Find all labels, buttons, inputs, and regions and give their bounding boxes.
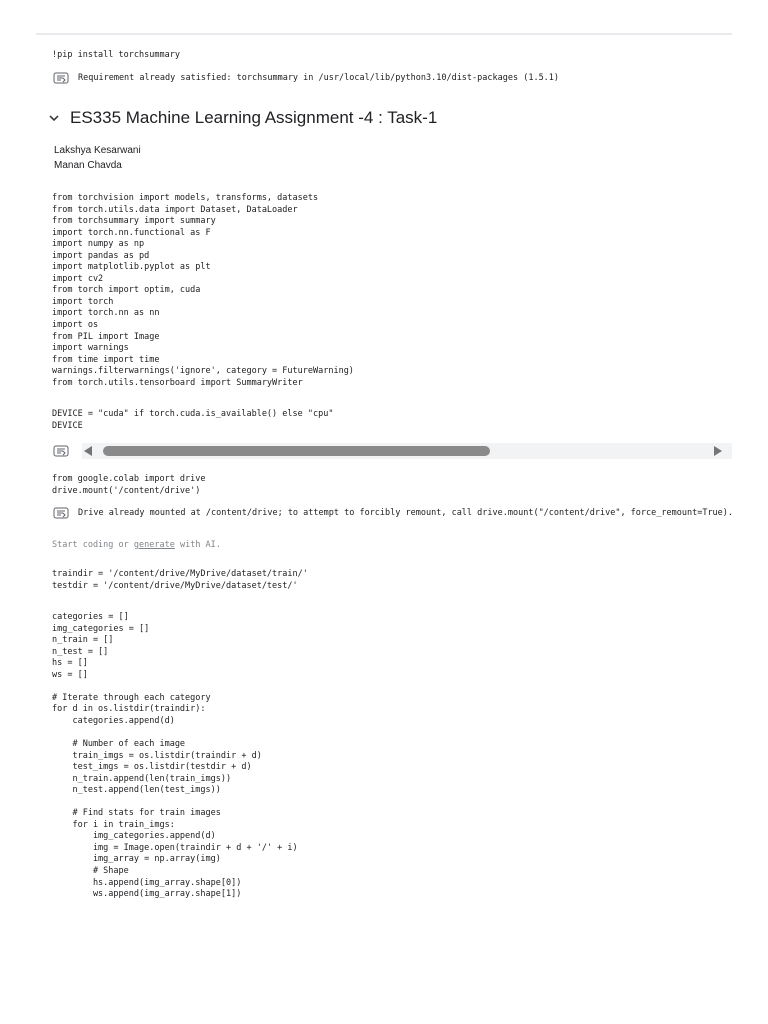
scroll-left-icon[interactable]: [84, 446, 92, 456]
code-line: !pip install torchsummary: [52, 50, 180, 60]
code-line: ws = []: [52, 669, 88, 680]
code-line: # Number of each image: [52, 739, 186, 750]
code-line: ws.append(img_array.shape[1]): [52, 889, 242, 900]
code-line: img_categories.append(d): [52, 831, 216, 842]
code-line: test_imgs = os.listdir(testdir + d): [52, 762, 252, 773]
code-line: warnings.filterwarnings('ignore', category = FutureWarning): [52, 366, 354, 377]
scrollbar-thumb[interactable]: [103, 446, 490, 456]
cell-output-pip: Requirement already satisfied: torchsummary in /usr/local/lib/python3.10/dist-packages (1.5.1): [78, 73, 560, 83]
code-line: from google.colab import drive: [52, 474, 206, 484]
code-line: n_train = []: [52, 635, 114, 646]
code-line: import warnings: [52, 343, 129, 354]
code-line: from torchvision import models, transforms, datasets: [52, 193, 319, 203]
code-cell-drive[interactable]: [52, 474, 206, 497]
code-line: testdir = '/content/drive/MyDrive/dataset/test/': [52, 580, 298, 591]
code-cell-stats[interactable]: [52, 612, 298, 901]
code-line: [52, 681, 298, 693]
code-line: DEVICE: [52, 420, 83, 431]
output-toggle-icon[interactable]: [53, 445, 69, 457]
code-line: n_test.append(len(test_imgs)): [52, 785, 221, 796]
code-line: from torch import optim, cuda: [52, 285, 201, 296]
code-line: from torchsummary import summary: [52, 216, 216, 227]
scroll-right-icon[interactable]: [714, 446, 722, 456]
code-line: train_imgs = os.listdir(traindir + d): [52, 750, 262, 761]
code-line: from time import time: [52, 354, 160, 365]
cell-output-drive: Drive already mounted at /content/drive; to attempt to forcibly remount, call drive.mount("/content/drive", force_remount=True).: [78, 508, 734, 518]
code-cell-dirs[interactable]: [52, 569, 308, 592]
code-line: import numpy as np: [52, 239, 145, 250]
code-cell-imports[interactable]: [52, 193, 354, 389]
output-toggle-icon[interactable]: [53, 507, 69, 519]
code-line: import pandas as pd: [52, 250, 150, 261]
output-horizontal-scrollbar[interactable]: [82, 443, 732, 459]
code-line: [52, 797, 298, 809]
code-line: img_array = np.array(img): [52, 854, 221, 865]
code-line: hs = []: [52, 658, 88, 669]
code-line: # Iterate through each category: [52, 692, 211, 703]
code-line: # Shape: [52, 866, 129, 877]
placeholder-prefix: Start coding or: [52, 540, 134, 550]
code-line: from torch.utils.data import Dataset, DataLoader: [52, 204, 298, 215]
code-line: import os: [52, 320, 99, 331]
empty-cell-placeholder[interactable]: [52, 540, 221, 550]
placeholder-suffix: with AI.: [174, 540, 221, 550]
code-line: from torch.utils.tensorboard import SummaryWriter: [52, 377, 303, 388]
code-line: DEVICE = "cuda" if torch.cuda.is_available() else "cpu": [52, 409, 334, 419]
code-line: img = Image.open(traindir + d + '/' + i): [52, 842, 298, 853]
code-line: for i in train_imgs:: [52, 819, 175, 830]
code-line: import cv2: [52, 273, 104, 284]
author-name: Manan Chavda: [54, 160, 122, 171]
toolbar-divider: [36, 33, 732, 35]
section-title: ES335 Machine Learning Assignment -4 : Task-1: [70, 108, 438, 127]
chevron-down-icon[interactable]: [46, 110, 62, 126]
code-line: [52, 727, 298, 739]
code-cell-pip[interactable]: [52, 50, 180, 62]
code-line: traindir = '/content/drive/MyDrive/dataset/train/': [52, 569, 308, 579]
author-name: Lakshya Kesarwani: [54, 145, 141, 156]
code-line: n_test = []: [52, 646, 109, 657]
code-line: # Find stats for train images: [52, 808, 221, 819]
section-header[interactable]: [46, 105, 437, 131]
code-line: drive.mount('/content/drive'): [52, 485, 201, 496]
code-line: import torch.nn.functional as F: [52, 227, 211, 238]
code-cell-device[interactable]: [52, 409, 333, 432]
code-line: import matplotlib.pyplot as plt: [52, 262, 211, 273]
code-line: hs.append(img_array.shape[0]): [52, 877, 242, 888]
code-line: import torch: [52, 296, 114, 307]
output-toggle-icon[interactable]: [53, 72, 69, 84]
code-line: import torch.nn as nn: [52, 308, 160, 319]
code-line: categories.append(d): [52, 715, 175, 726]
code-line: categories = []: [52, 612, 129, 622]
code-line: from PIL import Image: [52, 331, 160, 342]
code-line: img_categories = []: [52, 623, 150, 634]
generate-link[interactable]: generate: [133, 540, 175, 550]
code-line: n_train.append(len(train_imgs)): [52, 773, 232, 784]
code-line: for d in os.listdir(traindir):: [52, 704, 206, 715]
